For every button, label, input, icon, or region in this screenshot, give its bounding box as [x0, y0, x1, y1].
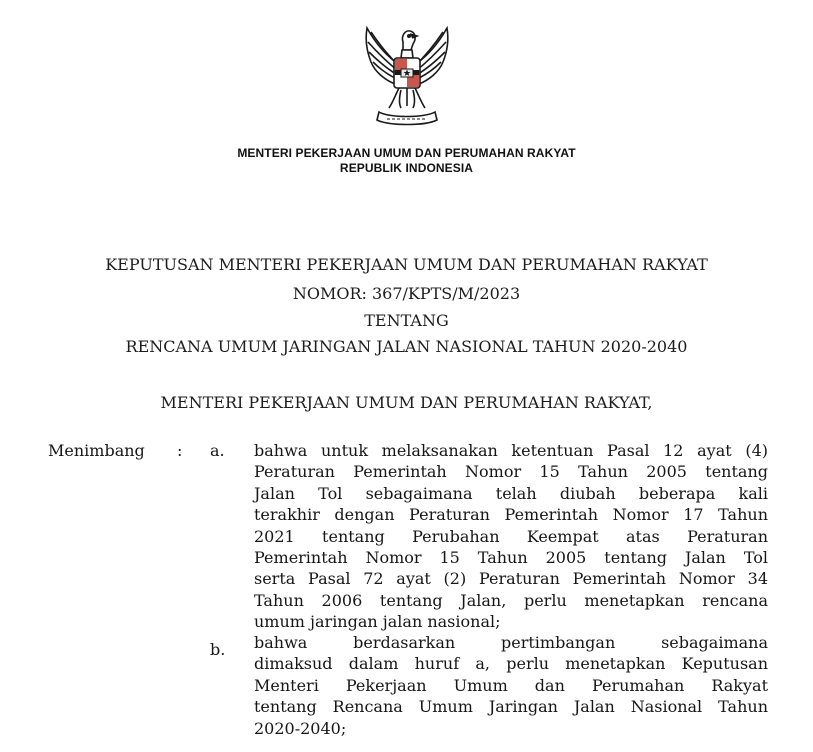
item-a-line: Jalan Tol sebagaimana telah diubah beberapa kali: [254, 483, 768, 503]
garuda-emblem: [355, 22, 459, 130]
item-b-line: tentang Rencana Umum Jaringan Jalan Nasional Tahun: [254, 697, 768, 717]
decree-title: KEPUTUSAN MENTERI PEKERJAAN UMUM DAN PERUMAHAN RAKYAT: [105, 255, 708, 274]
item-a-line: umum jaringan jalan nasional;: [254, 612, 501, 632]
considering-label: Menimbang: [48, 441, 145, 460]
item-a-marker: a.: [210, 441, 225, 460]
decree-number: NOMOR: 367/KPTS/M/2023: [292, 284, 521, 303]
item-b-marker: b.: [210, 640, 226, 659]
item-b-paragraph: [254, 632, 768, 739]
item-a-line: 2021 tentang Perubahan Keempat atas Peraturan: [254, 526, 768, 546]
country-header: REPUBLIK INDONESIA: [339, 161, 474, 175]
ministry-header: MENTERI PEKERJAAN UMUM DAN PERUMAHAN RAKYAT: [237, 146, 576, 160]
item-a-paragraph: [254, 440, 768, 633]
item-a-line: terakhir dengan Peraturan Pemerintah Nomor 17 Tahun: [254, 505, 768, 525]
item-a-line: serta Pasal 72 ayat (2) Peraturan Pemerintah Nomor 34: [254, 569, 768, 589]
item-a-line: Pemerintah Nomor 15 Tahun 2005 tentang Jalan Tol: [254, 548, 768, 568]
issuer-heading: MENTERI PEKERJAAN UMUM DAN PERUMAHAN RAKYAT,: [160, 393, 653, 412]
item-a-line: Peraturan Pemerintah Nomor 15 Tahun 2005 tentang: [254, 462, 768, 482]
item-b-line: Menteri Pekerjaan Umum dan Perumahan Rakyat: [254, 675, 768, 695]
decree-subject: RENCANA UMUM JARINGAN JALAN NASIONAL TAHUN 2020-2040: [125, 337, 688, 356]
considering-colon: :: [177, 441, 183, 460]
item-a-line: bahwa untuk melaksanakan ketentuan Pasal 12 ayat (4): [254, 441, 768, 460]
item-b-line: bahwa berdasarkan pertimbangan sebagaimana: [254, 633, 768, 652]
item-b-line: dimaksud dalam huruf a, perlu menetapkan Keputusan: [254, 654, 768, 674]
item-a-line: Tahun 2006 tentang Jalan, perlu menetapkan rencana: [254, 590, 768, 610]
item-b-line: 2020-2040;: [254, 718, 347, 738]
decree-about: TENTANG: [364, 311, 449, 330]
